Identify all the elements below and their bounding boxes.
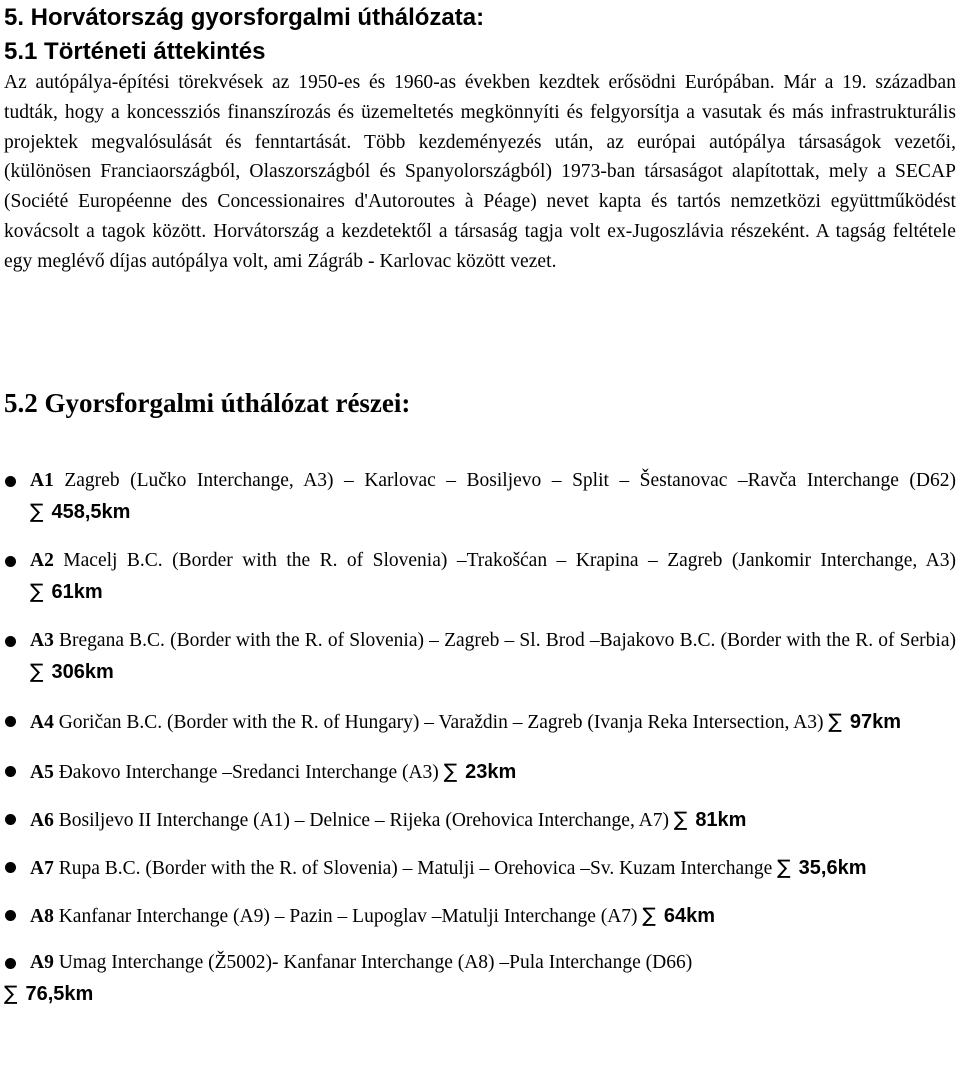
bullet-icon — [4, 706, 30, 736]
bullet-icon — [4, 900, 30, 930]
motorway-entry — [30, 852, 956, 884]
motorway-route: Rupa B.C. (Border with the R. of Slovenia) – Matulji – Orehovica –Sv. Kuzam Interchange — [53, 858, 778, 879]
bullet-icon — [4, 756, 30, 786]
section-title: 5. Horvátország gyorsforgalmi úthálózata: — [4, 4, 485, 31]
motorway-code: A5 — [30, 762, 54, 783]
list-item — [4, 756, 956, 788]
motorway-length: 76,5km — [25, 983, 94, 1005]
motorway-length: 61km — [51, 581, 103, 603]
bullet-icon — [4, 546, 30, 576]
motorway-code: A3 — [30, 630, 54, 651]
list-item — [4, 626, 956, 688]
list-item — [4, 948, 956, 1010]
motorway-route: Kanfanar Interchange (A9) – Pazin – Lupoglav –Matulji Interchange (A7) — [53, 906, 643, 927]
sum-icon: ∑ — [777, 855, 791, 879]
motorway-length: 64km — [663, 905, 716, 927]
sum-icon: ∑ — [673, 807, 688, 831]
motorway-length: 23km — [465, 761, 517, 783]
subsection-title-network: 5.2 Gyorsforgalmi úthálózat részei: — [4, 388, 411, 418]
sum-icon: ∑ — [30, 499, 44, 523]
sum-icon: ∑ — [4, 981, 18, 1005]
motorway-route: Umag Interchange (Ž5002)- Kanfanar Interchange (A8) –Pula Interchange (D66) — [53, 952, 693, 973]
motorway-route: Đakovo Interchange –Sredanci Interchange (A3) — [53, 762, 444, 783]
motorway-entry — [4, 948, 956, 1010]
motorway-entry — [30, 466, 956, 528]
subsection-title-history: 5.1 Történeti áttekintés — [4, 38, 266, 65]
motorway-code: A8 — [30, 906, 54, 927]
motorway-entry — [30, 706, 956, 738]
motorway-length: 35,6km — [798, 857, 867, 879]
motorway-length: 306km — [51, 661, 114, 683]
motorway-code: A2 — [30, 550, 54, 571]
sum-icon: ∑ — [30, 579, 44, 603]
motorway-code: A4 — [30, 712, 54, 733]
motorway-code: A1 — [30, 470, 54, 491]
motorway-length: 97km — [849, 711, 902, 733]
motorway-code: A7 — [30, 858, 54, 879]
list-item — [4, 852, 956, 884]
list-item — [4, 546, 956, 608]
motorway-code: A6 — [30, 810, 54, 831]
sum-icon: ∑ — [642, 903, 656, 927]
motorway-route: Goričan B.C. (Border with the R. of Hungary) – Varaždin – Zagreb (Ivanja Reka Intersection, A3) — [53, 712, 829, 733]
bullet-icon — [4, 626, 30, 656]
bullet-icon — [4, 804, 30, 834]
motorway-route: Bosiljevo II Interchange (A1) – Delnice – Rijeka (Orehovica Interchange, A7) — [53, 810, 674, 831]
list-item — [4, 804, 956, 836]
motorway-length: 81km — [695, 809, 747, 831]
motorway-entry — [30, 626, 956, 688]
bullet-icon — [4, 852, 30, 882]
motorway-route: Macelj B.C. (Border with the R. of Slovenia) –Trakošćan – Krapina – Zagreb (Jankomir Interchange, A3) — [53, 550, 956, 571]
motorway-code: A9 — [30, 952, 54, 973]
motorway-list — [4, 466, 956, 1010]
motorway-length: 458,5km — [51, 501, 131, 523]
motorway-entry — [30, 756, 956, 788]
list-item — [4, 900, 956, 932]
bullet-icon — [4, 466, 30, 496]
motorway-route: Zagreb (Lučko Interchange, A3) – Karlovac – Bosiljevo – Split – Šestanovac –Ravča Interchange (D62) — [53, 470, 956, 491]
sum-icon: ∑ — [443, 759, 458, 783]
motorway-route: Bregana B.C. (Border with the R. of Slovenia) – Zagreb – Sl. Brod –Bajakovo B.C. (Border with the R. of Serbia) — [53, 630, 956, 651]
list-item — [4, 466, 956, 528]
bullet-icon — [4, 948, 30, 978]
history-paragraph: Az autópálya-építési törekvések az 1950-es és 1960-as években kezdtek erősödni Európában. Már a 19. században tudták, hogy a koncessziós finanszírozás és üzemeltetés megkönnyíti és felgyorsítja a vasutak és más infrastrukturális projektek megvalósulását és fenntartását. Több kezdeményezés után, az európai autópálya társaságok vezetői, (különösen Franciaországból, Olaszországból és Spanyolországból) 1973-ban társaságot alapítottak, mely a SECAP (Société Européenne des Concessionaires d'Autoroutes à Péage) nevet kapta és tartós nemzetközi együttműködést kovácsolt a tagok között. Horvátország a kezdetektől a társaság tagja volt ex-Jugoszlávia részeként. A tagság feltétele egy meglévő díjas autópálya volt, ami Zágráb - Karlovac között vezet. — [4, 72, 956, 272]
motorway-entry — [30, 900, 956, 932]
sum-icon: ∑ — [828, 709, 842, 733]
list-item — [4, 706, 956, 738]
sum-icon: ∑ — [30, 659, 44, 683]
motorway-entry — [30, 546, 956, 608]
length-line — [4, 978, 956, 1010]
motorway-entry — [30, 804, 956, 836]
